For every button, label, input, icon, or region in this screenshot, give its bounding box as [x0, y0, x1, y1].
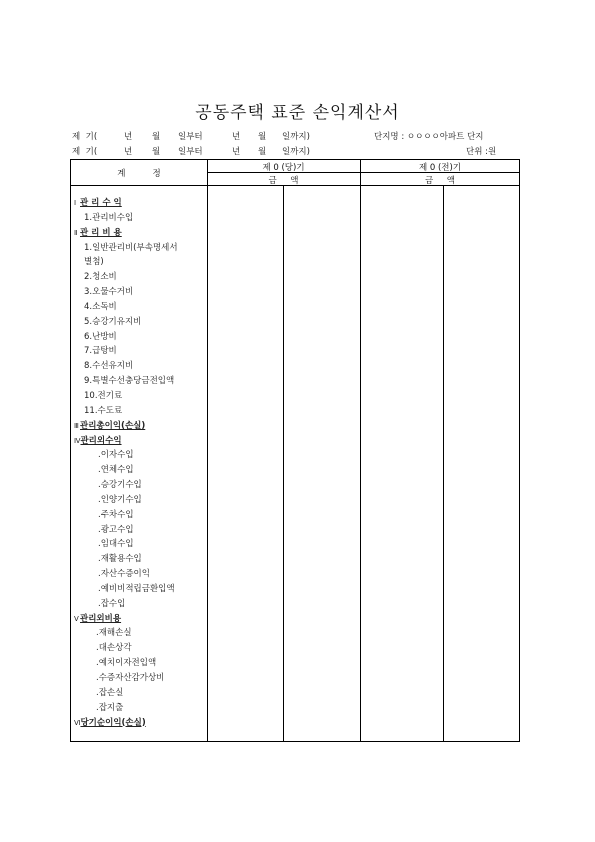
account-label: 7.급탕비	[84, 346, 117, 357]
year-label: 년	[124, 147, 133, 157]
account-row	[74, 241, 209, 256]
section-numeral: Ⅳ	[74, 436, 81, 445]
account-label: .수증자산감가상비	[96, 673, 165, 683]
account-row	[74, 270, 209, 285]
account-label: 2.청소비	[84, 272, 117, 283]
account-row	[74, 552, 209, 567]
section-numeral: Ⅲ	[74, 421, 79, 430]
to-label: 일까지)	[282, 147, 310, 157]
previous-period-header: 제 0 (전)기	[418, 163, 462, 173]
account-row	[74, 448, 209, 463]
from-label: 일부터	[178, 132, 203, 142]
account-label: .주차수입	[98, 509, 134, 520]
account-list	[74, 196, 209, 730]
account-label: 9.특별수선충당금전입액	[84, 376, 175, 387]
account-label: .잡지출	[96, 702, 124, 713]
account-label: .자산수증이익	[98, 569, 150, 580]
section-row	[74, 196, 209, 211]
account-row	[74, 300, 209, 315]
period-row-current	[72, 130, 520, 144]
account-row	[74, 508, 209, 523]
complex-name: 단지명 : ㅇㅇㅇㅇ아파트 단지	[374, 132, 484, 142]
period-label: 제 기(	[72, 132, 98, 142]
month-label: 월	[152, 147, 161, 157]
month-label: 월	[258, 147, 267, 157]
account-row	[74, 686, 209, 701]
year-label: 년	[232, 147, 241, 157]
account-label: 10.전기료	[84, 390, 123, 401]
account-label: .연체수입	[98, 465, 134, 476]
account-row	[74, 285, 209, 300]
account-label: .잡손실	[96, 687, 124, 698]
column-divider	[360, 160, 361, 741]
account-row	[74, 374, 209, 389]
section-numeral: Ⅱ	[74, 228, 78, 237]
period-label: 제 기(	[72, 147, 98, 157]
account-label: .이자수입	[98, 450, 134, 461]
account-label: 관리외비용	[80, 613, 122, 624]
account-row	[74, 641, 209, 656]
account-label: 3.오물수거비	[84, 287, 134, 298]
account-row	[74, 537, 209, 552]
account-row	[74, 701, 209, 716]
section-row	[74, 419, 209, 434]
account-row	[74, 567, 209, 582]
current-period-header: 제 0 (당)기	[262, 163, 305, 173]
section-row	[74, 226, 209, 241]
account-label: 8.수선유지비	[84, 361, 134, 372]
account-row	[74, 255, 209, 270]
account-header: 계 정	[117, 169, 161, 179]
account-label: .예치이자전입액	[96, 658, 157, 669]
account-label: 5.승강기유지비	[84, 316, 142, 327]
account-label: 1.관리비수입	[84, 212, 134, 223]
account-label: 4.소독비	[84, 301, 117, 312]
section-row	[74, 612, 209, 627]
account-row	[74, 389, 209, 404]
account-label: 관 리 비 용	[80, 227, 122, 238]
amount-header-previous: 금 액	[425, 176, 455, 186]
month-label: 월	[152, 132, 161, 142]
account-label: .잡수입	[98, 598, 126, 609]
account-label: .승강기수입	[98, 480, 142, 491]
account-label: 6.난방비	[84, 331, 117, 342]
account-row	[74, 211, 209, 226]
section-numeral: Ⅴ	[74, 614, 79, 623]
account-label: .대손상각	[96, 643, 132, 654]
account-row	[74, 315, 209, 330]
account-label: 관리외수익	[80, 435, 122, 446]
column-divider	[443, 185, 444, 741]
section-numeral: Ⅵ	[74, 718, 81, 727]
account-label: .임대수입	[98, 539, 134, 550]
column-divider	[283, 185, 284, 741]
section-row	[74, 716, 209, 731]
account-label: 관리총이익(손실)	[80, 420, 146, 431]
account-row	[74, 671, 209, 686]
account-row	[74, 597, 209, 612]
account-row	[74, 523, 209, 538]
account-row	[74, 582, 209, 597]
account-row	[74, 404, 209, 419]
account-label: 11.수도료	[84, 405, 123, 416]
account-label: .예비비적립금환입액	[98, 583, 175, 594]
account-row	[74, 344, 209, 359]
account-label: .인양기수입	[98, 494, 142, 505]
to-label: 일까지)	[282, 132, 310, 142]
year-label: 년	[124, 132, 133, 142]
account-row	[74, 463, 209, 478]
year-label: 년	[232, 132, 241, 142]
account-label: 별첨)	[84, 257, 104, 268]
account-label: .재활용수입	[98, 554, 142, 565]
month-label: 월	[258, 132, 267, 142]
account-label: .재해손실	[96, 628, 132, 639]
account-row	[74, 493, 209, 508]
section-numeral: Ⅰ	[74, 199, 77, 207]
account-row	[74, 626, 209, 641]
document-title: 공동주택 표준 손익계산서	[195, 103, 400, 123]
from-label: 일부터	[178, 147, 203, 157]
account-label: 당기순이익(손실)	[80, 717, 146, 728]
account-label: .광고수입	[98, 524, 134, 535]
account-row	[74, 656, 209, 671]
account-row	[74, 359, 209, 374]
account-label: 1.일반관리비(부속명세서	[84, 242, 178, 253]
account-row	[74, 478, 209, 493]
account-row	[74, 330, 209, 345]
amount-header-current: 금 액	[268, 176, 299, 186]
unit-label: 단위 :원	[466, 147, 497, 157]
section-row	[74, 434, 209, 449]
account-label: 관 리 수 익	[80, 198, 122, 208]
period-row-previous	[72, 145, 520, 159]
